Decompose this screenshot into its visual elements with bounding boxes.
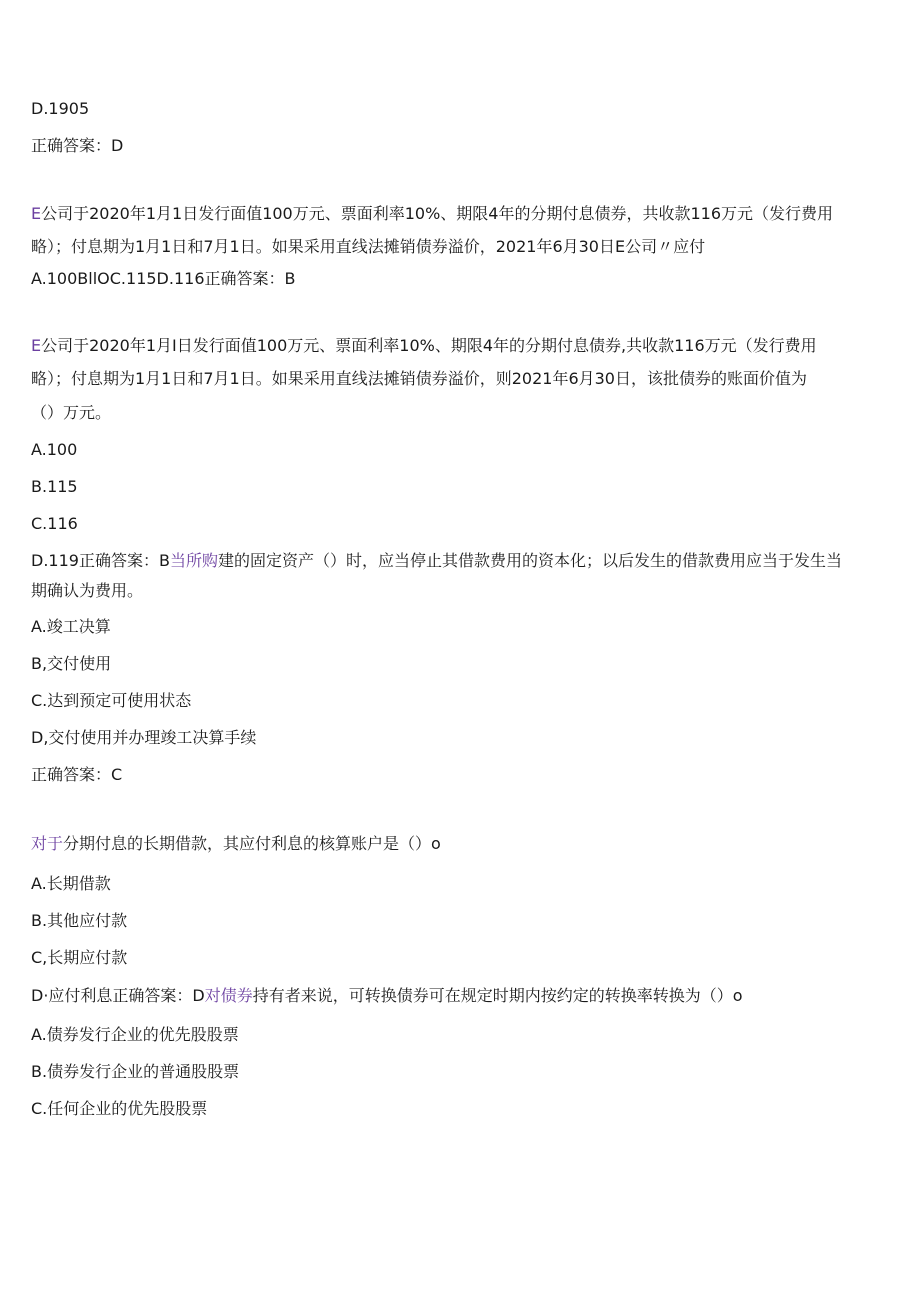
question-text: 建的固定资产（）时，应当停止其借款费用的资本化；以后发生的借款费用应当于发生当 xyxy=(217,551,842,570)
highlight-text: E xyxy=(31,204,42,223)
question-2-line-2: 略）；付息期为1月1日和7月1日。如果采用直线法摊销债券溢价，则2021年6月30日，该批债券的账面价值为 xyxy=(31,369,807,388)
question-3-option-c: C.达到预定可使用状态 xyxy=(31,691,192,710)
question-3-option-a: A.竣工决算 xyxy=(31,617,111,636)
question-2-line-3: （）万元。 xyxy=(31,403,112,422)
question-3-answer: 正确答案：C xyxy=(31,765,123,784)
question-3-option-d: D,交付使用并办理竣工决算手续 xyxy=(31,728,257,747)
highlight-text: E xyxy=(31,336,42,355)
question-2-line-1 xyxy=(31,335,817,357)
question-text: 持有者来说，可转换债券可在规定时期内按约定的转换率转换为（）o xyxy=(252,986,743,1005)
question-text: 分期付息的长期借款，其应付利息的核算账户是（）o xyxy=(63,834,441,853)
question-3-option-b: B,交付使用 xyxy=(31,654,112,673)
question-text: 公司于2020年1月1日发行面值100万元、票面利率10%、期限4年的分期付息债券，共收款116万元（发行费用 xyxy=(41,204,834,223)
highlight-text: 对债券 xyxy=(204,986,253,1005)
highlight-text: 当所购 xyxy=(169,551,218,570)
question-text: 公司于2020年1月I日发行面值100万元、票面利率10%、期限4年的分期付息债券,共收款116万元（发行费用 xyxy=(41,336,817,355)
question-3-line-1 xyxy=(31,550,842,572)
option-d-1905: D.1905 xyxy=(31,99,90,118)
question-5-option-a: A.债券发行企业的优先股股票 xyxy=(31,1025,239,1044)
question-2-option-d-answer: D.119正确答案：B xyxy=(31,551,170,570)
question-2-option-b: B.115 xyxy=(31,477,78,496)
question-5-option-c: C.任何企业的优先股股票 xyxy=(31,1099,208,1118)
question-2-option-c: C.116 xyxy=(31,514,78,533)
question-1-line-2: 略）；付息期为1月1日和7月1日。如果采用直线法摊销债券溢价，2021年6月30日E公司〃应付 xyxy=(31,237,706,256)
question-4-line-1 xyxy=(31,833,441,855)
question-1-line-1 xyxy=(31,203,833,225)
question-1-options-answer: A.100BllOC.115D.116正确答案：B xyxy=(31,269,296,288)
question-5-option-b: B.债券发行企业的普通股股票 xyxy=(31,1062,240,1081)
question-4-option-a: A.长期借款 xyxy=(31,874,111,893)
question-4-option-b: B.其他应付款 xyxy=(31,911,128,930)
answer-line: 正确答案：D xyxy=(31,136,124,155)
highlight-text: 对于 xyxy=(31,834,64,853)
question-4-option-d-answer: D·应付利息正确答案：D xyxy=(31,986,205,1005)
question-5-line-1 xyxy=(31,985,743,1007)
question-4-option-c: C,长期应付款 xyxy=(31,948,128,967)
question-2-option-a: A.100 xyxy=(31,440,78,459)
question-3-line-2: 期确认为费用。 xyxy=(31,581,144,600)
